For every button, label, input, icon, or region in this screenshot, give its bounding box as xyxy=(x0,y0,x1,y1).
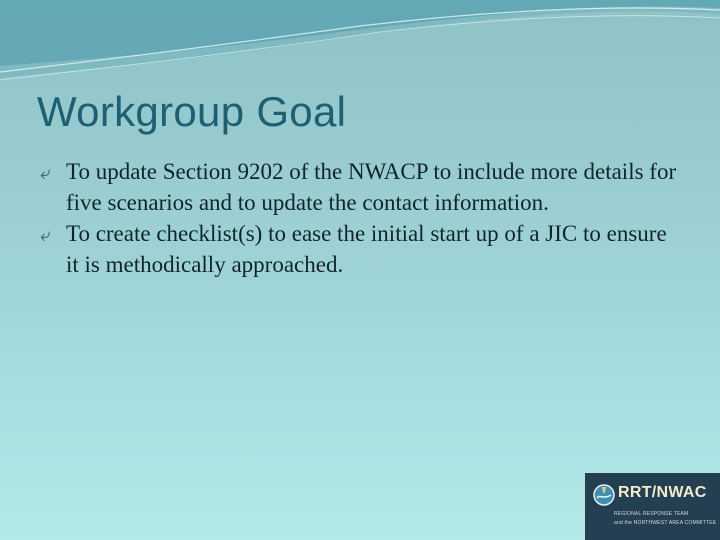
bullet-item xyxy=(40,218,680,280)
bullet-text: To create checklist(s) to ease the initial start up of a JIC to ensure it is methodically approached. xyxy=(66,221,667,277)
rrt-nwac-logo xyxy=(585,473,720,540)
decorative-wave-banner xyxy=(0,0,720,90)
logo-title: RRT/NWAC xyxy=(618,484,707,501)
logo-subtitle: and the NORTHWEST AREA COMMITTEE xyxy=(614,520,717,526)
bullet-list xyxy=(40,156,680,280)
slide-title: Workgroup Goal xyxy=(37,88,347,135)
curved-arrow-bullet-icon: ⤶ xyxy=(40,225,51,246)
bullet-item xyxy=(40,156,680,218)
logo-subtitle: REGIONAL RESPONSE TEAM xyxy=(614,511,689,517)
bullet-text: To update Section 9202 of the NWACP to include more details for five scenarios and to update the contact information. xyxy=(66,159,677,215)
curved-arrow-bullet-icon: ⤶ xyxy=(40,163,51,184)
emblem-icon xyxy=(593,482,615,508)
